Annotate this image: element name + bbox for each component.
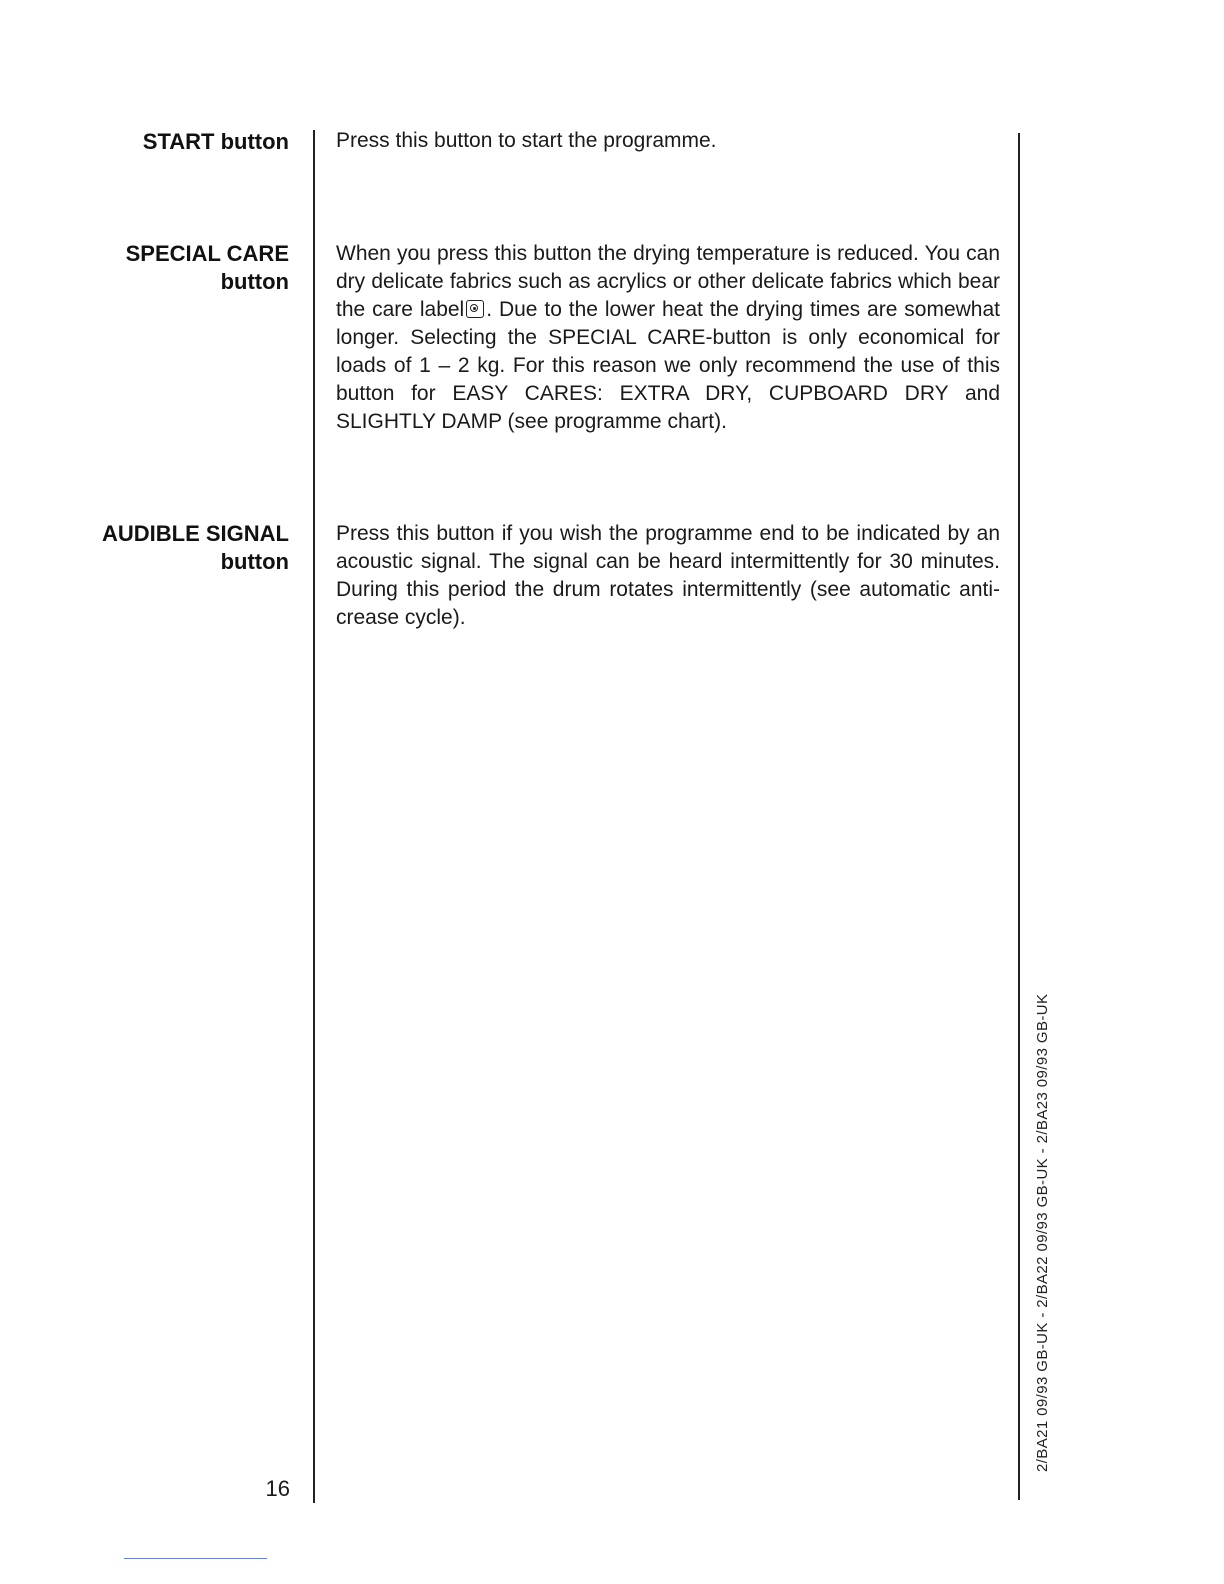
special-care-text-before-icon: When you press this button the drying temperature is reduced. You can dry delicate fabrics such as acrylics or other delicate fabrics which bear the care label (336, 242, 1000, 321)
audible-signal-label-line-2: button (220, 549, 289, 574)
audible-signal-button-description: Press this button if you wish the programme end to be indicated by an acoustic signal. The signal can be heard intermittently for 30 minutes. During this period the drum rotates intermittently (see automatic anti-crease cycle). (336, 522, 1000, 629)
tumble-dry-low-heat-icon (466, 300, 484, 318)
special-care-text-after-icon: . Due to the lower heat the drying times are somewhat longer. Selecting the SPECIAL CARE-button is only economical for loads of 1 – 2 kg. For this reason we only recommend the use of this button for EASY CARES: EXTRA DRY, CUPBOARD DRY and SLIGHTLY DAMP (see programme chart). (336, 298, 1000, 433)
left-column-rule (313, 130, 315, 1503)
page-number: 16 (265, 1476, 290, 1501)
audible-signal-button-label (49, 520, 289, 576)
start-button-label (49, 128, 289, 156)
special-care-button-description (336, 240, 1000, 436)
document-code: 2/BA21 09/93 GB-UK - 2/BA22 09/93 GB-UK - 2/BA23 09/93 GB-UK (1034, 993, 1051, 1472)
special-care-button-label (49, 240, 289, 296)
start-button-description: Press this button to start the programme. (336, 129, 717, 152)
special-care-label-line-2: button (220, 269, 289, 294)
audible-signal-label-line-1: AUDIBLE SIGNAL (102, 521, 289, 546)
special-care-label-line-1: SPECIAL CARE (125, 241, 289, 266)
start-button-label-line: START button (142, 129, 289, 154)
right-column-rule (1018, 133, 1020, 1500)
bottom-divider (124, 1558, 267, 1559)
